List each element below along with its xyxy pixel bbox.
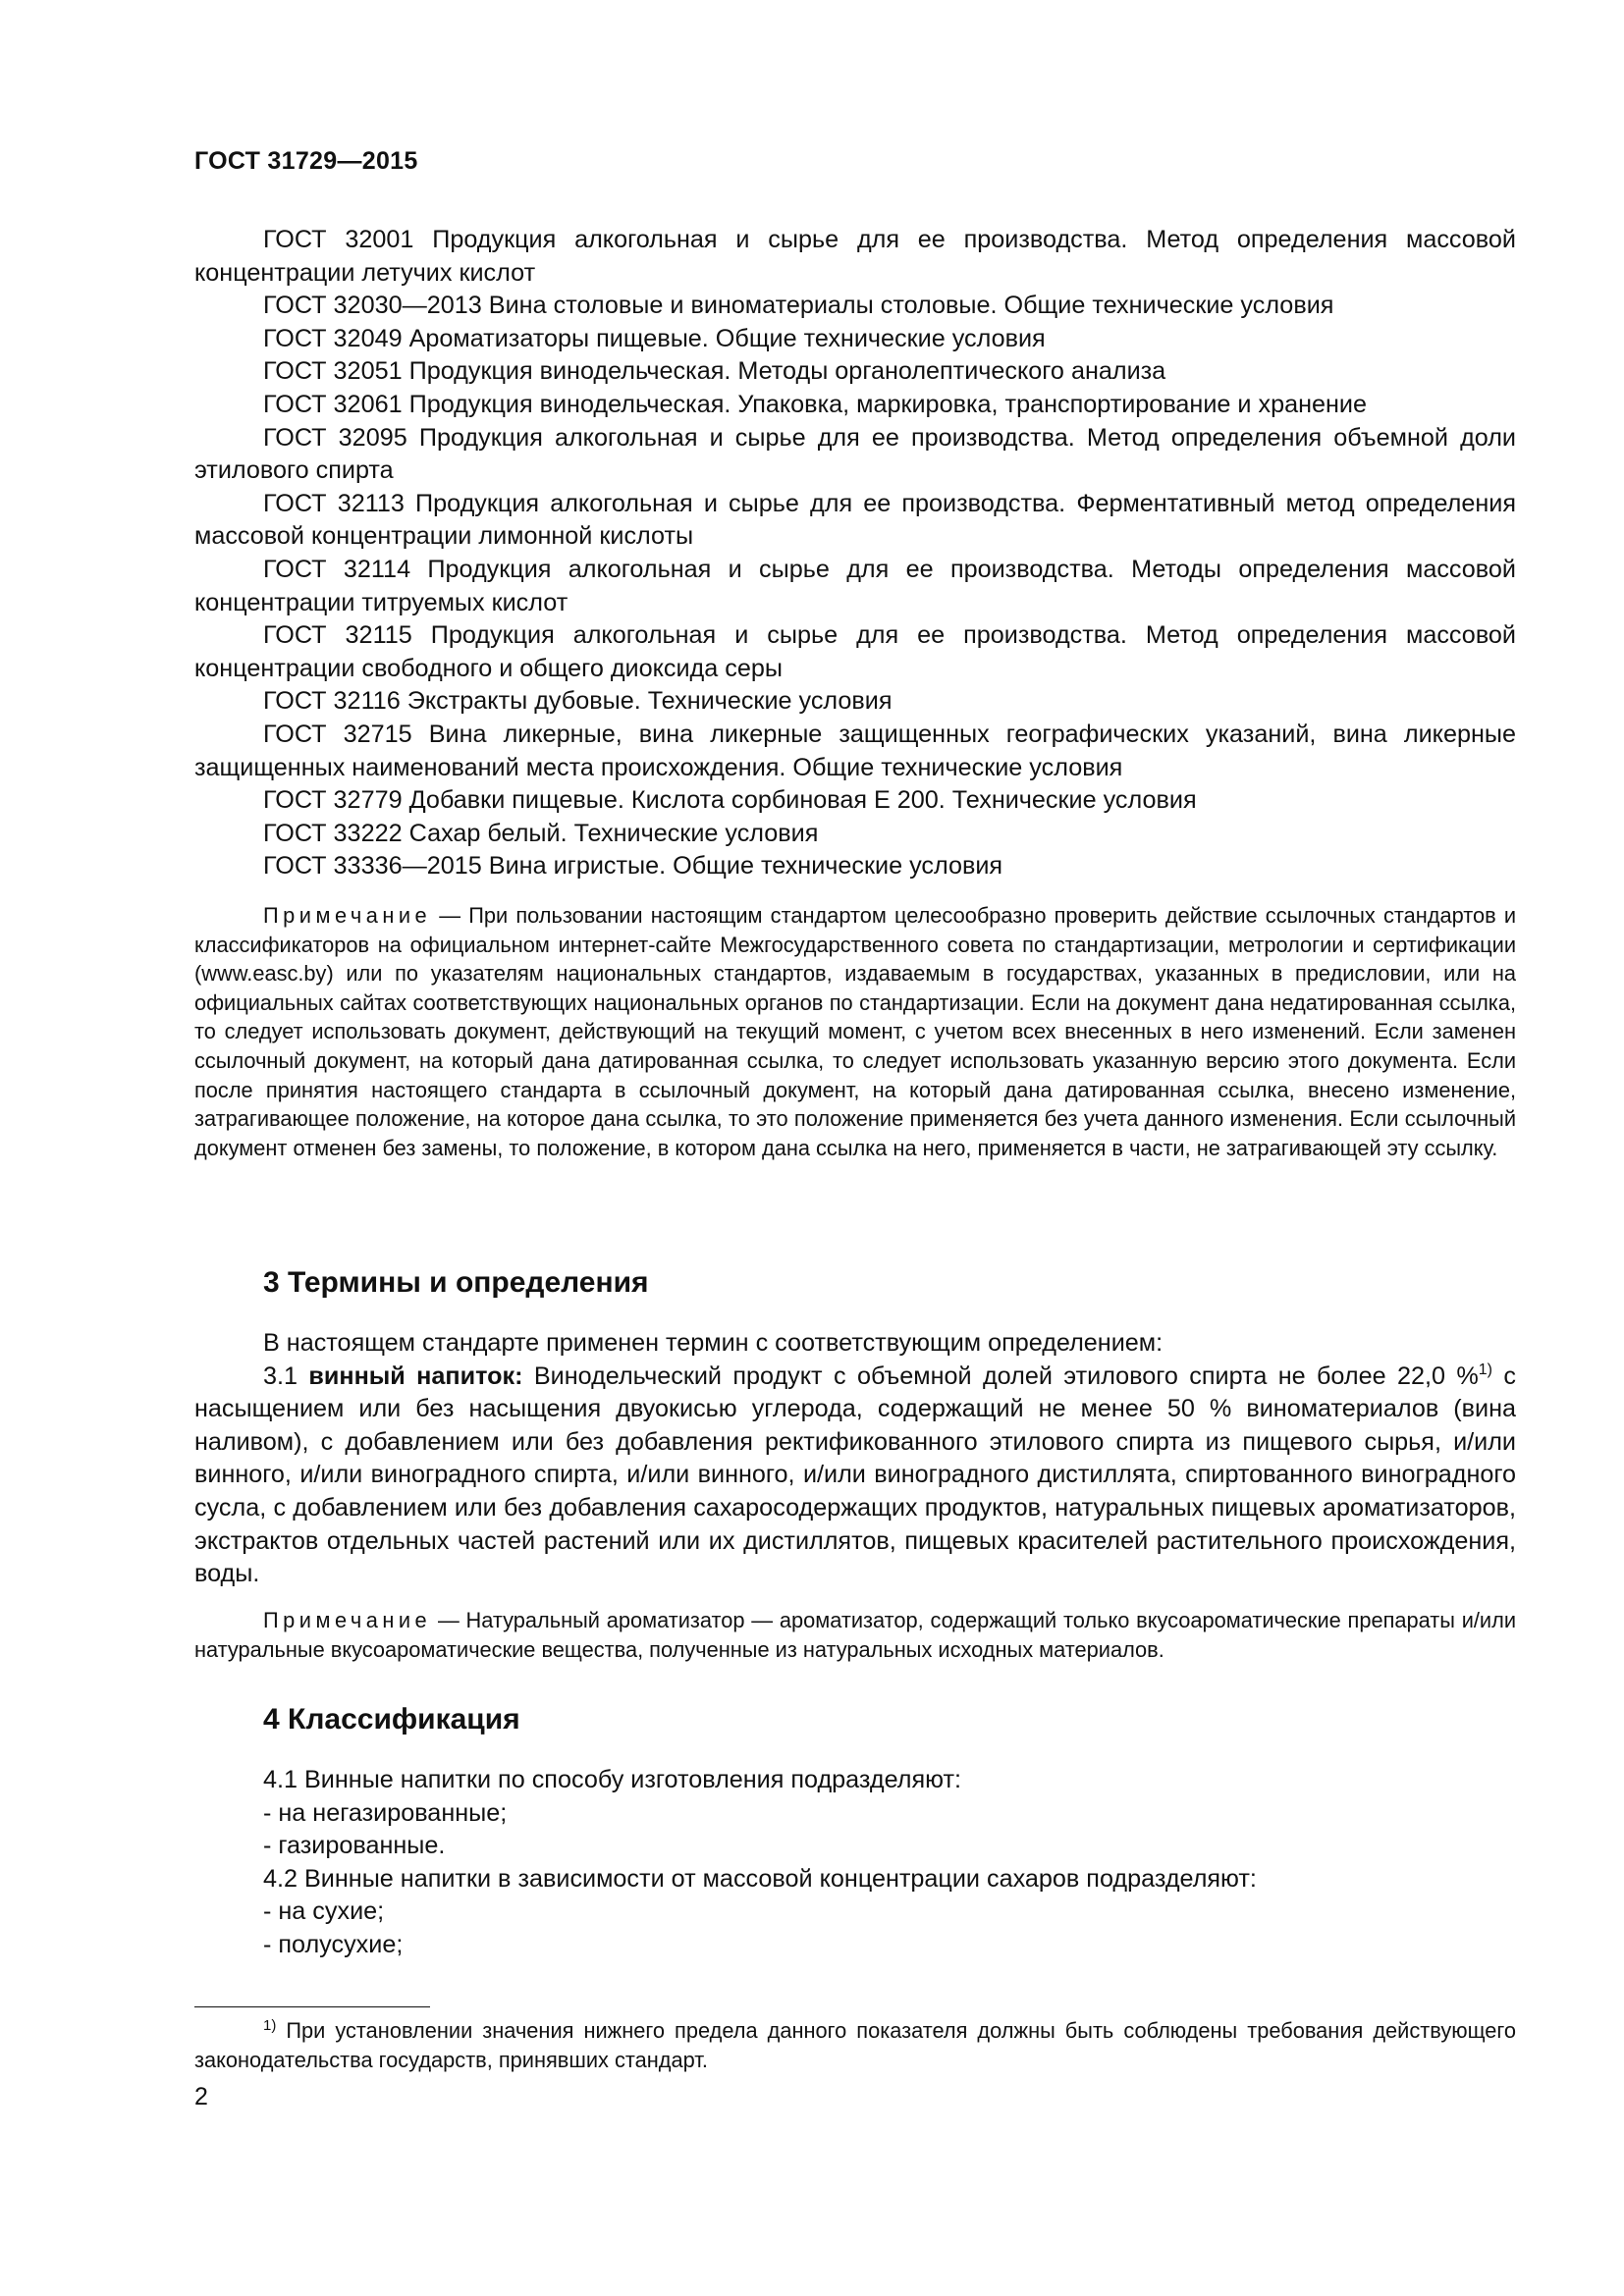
classification-line: - газированные. [263, 1832, 446, 1860]
reference-item: ГОСТ 32049 Ароматизаторы пищевые. Общие технические условия [263, 324, 1046, 352]
footnote-reference[interactable]: 1) [1478, 1361, 1493, 1378]
note-label: Примечание [263, 1608, 432, 1632]
classification-line: - на сухие; [263, 1897, 385, 1926]
reference-item: ГОСТ 32115 Продукция алкогольная и сырье для ее производства. Метод определения массовой концентрации свободного и общего диоксида серы [194, 621, 1516, 682]
note-text: — При пользовании настоящим стандартом целесообразно проверить действие ссылочных стандартов и классификаторов на официальном интернет-сайте Межгосударственного совета по стандартизации, метрологии и сертификации (www.easc.by) или по указателям национальных стандартов, издаваемым в государствах, указанных в предисловии, или на официальных сайтах соответствующих национальных органов по стандартизации. Если на документ дана недатированная ссылка, то следует использовать документ, действующий на текущий момент, с учетом всех внесенных в него изменений. Если заменен ссылочный документ, на который дана датированная ссылка, то следует использовать указанную версию этого документа. Если после принятия настоящего стандарта в ссылочный документ, на который дана датированная ссылка, внесено изменение, затрагивающее положение, на которое дана ссылка, то это положение применяется без учета данного изменения. Если ссылочный документ отменен без замены, то положение, в котором дана ссылка на него, применяется в части, не затрагивающей эту ссылку. [194, 903, 1516, 1160]
page-number: 2 [194, 2083, 208, 2110]
classification-line: 4.2 Винные напитки в зависимости от массовой концентрации сахаров подразделяют: [263, 1864, 1257, 1893]
reference-item: ГОСТ 32095 Продукция алкогольная и сырье для ее производства. Метод определения объемной доли этилового спирта [194, 423, 1516, 485]
reference-item: ГОСТ 32001 Продукция алкогольная и сырье для ее производства. Метод определения массовой концентрации летучих кислот [194, 226, 1516, 287]
reference-item: ГОСТ 32779 Добавки пищевые. Кислота сорбиновая Е 200. Технические условия [263, 786, 1197, 815]
section-4-title: 4 Классификация [263, 1703, 520, 1735]
note-text: — Натуральный ароматизатор — ароматизатор, содержащий только вкусоароматические препараты и/или натуральные вкусоароматические вещества, полученные из натуральных исходных материалов. [194, 1608, 1516, 1662]
reference-item: ГОСТ 32114 Продукция алкогольная и сырье для ее производства. Методы определения массовой концентрации титруемых кислот [194, 555, 1516, 616]
reference-item: ГОСТ 32051 Продукция винодельческая. Методы органолептического анализа [263, 357, 1166, 386]
classification-line: - на негазированные; [263, 1798, 508, 1827]
reference-item: ГОСТ 32113 Продукция алкогольная и сырье для ее производства. Ферментативный метод определения массовой концентрации лимонной кислоты [194, 489, 1516, 551]
definition-text-continued: с насыщением или без насыщения двуокисью углерода, содержащий не менее 50 % виноматериалов (вина наливом), с добавлением или без добавления ректификованного этилового спирта из пищевого сырья, и/или винного, и/или виноградного спирта, и/или винного, и/или виноградного дистиллята, спиртованного виноградного сусла, с добавлением или без добавления сахаросодержащих продуктов, натуральных пищевых ароматизаторов, экстрактов отдельных частей растений или их дистиллятов, пищевых красителей растительного происхождения, воды. [194, 1362, 1516, 1588]
reference-item: ГОСТ 33222 Сахар белый. Технические условия [263, 819, 819, 847]
definition-note [194, 1606, 1516, 1664]
reference-item: ГОСТ 32715 Вина ликерные, вина ликерные защищенных географических указаний, вина ликерные защищенных наименований места происхождения. Общие технические условия [194, 720, 1516, 781]
term-definition [194, 1361, 1516, 1591]
section-4-body [194, 1764, 1516, 1962]
reference-item: ГОСТ 32116 Экстракты дубовые. Технические условия [263, 687, 893, 716]
definition-text: Винодельческий продукт с объемной долей этилового спирта не более 22,0 % [522, 1362, 1479, 1390]
note-label: Примечание [263, 903, 432, 928]
reference-item: ГОСТ 33336—2015 Вина игристые. Общие технические условия [263, 852, 1003, 881]
footnote-text: При установлении значения нижнего предела данного показателя должны быть соблюдены требования действующего законодательства государств, принявших стандарт. [194, 2018, 1516, 2072]
document-header: ГОСТ 31729—2015 [194, 147, 418, 175]
section-3-body [194, 1327, 1516, 1591]
classification-line: - полусухие; [263, 1930, 404, 1958]
footnote-divider [194, 2006, 430, 2007]
references-note [194, 901, 1516, 1162]
reference-item: ГОСТ 32030—2013 Вина столовые и виноматериалы столовые. Общие технические условия [263, 292, 1334, 320]
footnote-mark: 1) [263, 2017, 277, 2034]
footnote [194, 2016, 1516, 2074]
classification-line: 4.1 Винные напитки по способу изготовления подразделяют: [263, 1766, 961, 1793]
term-name: винный напиток: [308, 1362, 523, 1390]
term-number: 3.1 [263, 1362, 298, 1390]
section-3-intro: В настоящем стандарте применен термин с соответствующим определением: [263, 1329, 1164, 1357]
reference-item: ГОСТ 32061 Продукция винодельческая. Упаковка, маркировка, транспортирование и хранение [263, 390, 1367, 418]
normative-references-list [194, 224, 1516, 883]
section-3-title: 3 Термины и определения [263, 1266, 649, 1299]
